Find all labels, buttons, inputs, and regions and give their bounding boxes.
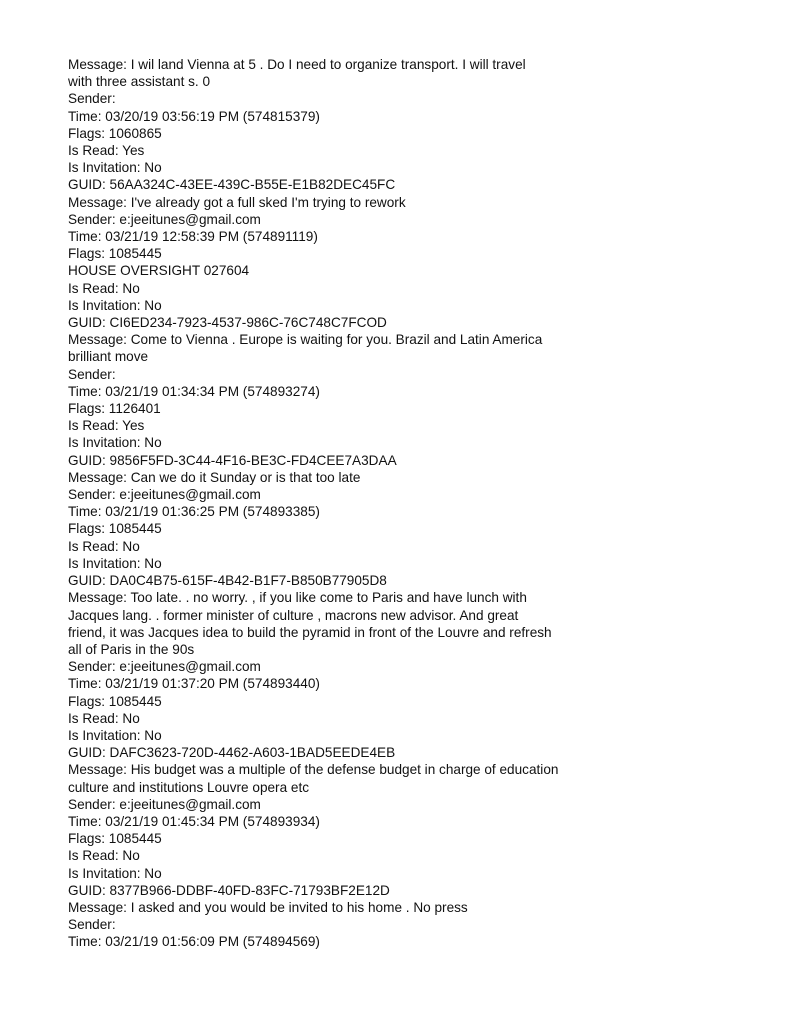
document-page (68, 56, 648, 951)
is-read-line: Is Read: No (68, 538, 140, 554)
message-line: Message: I've already got a full sked I'm trying to rework (68, 194, 406, 210)
message-line-continued: culture and institutions Louvre opera etc (68, 779, 310, 795)
time-line: Time: 03/21/19 12:58:39 PM (574891119) (68, 229, 318, 245)
sender-line: Sender: (68, 91, 116, 107)
flags-line: Flags: 1085445 (68, 521, 162, 537)
flags-line: Flags: 1126401 (68, 401, 161, 417)
sender-line: Sender: e:jeeitunes@gmail.com (68, 211, 261, 227)
is-read-line: Is Read: No (68, 710, 140, 726)
message-line: Message: I wil land Vienna at 5 . Do I need to organize transport. I will travel (68, 57, 526, 72)
is-read-line: Is Read: No (68, 848, 140, 864)
bates-stamp: HOUSE OVERSIGHT 027604 (68, 263, 250, 279)
is-read-line: Is Read: Yes (68, 418, 145, 434)
is-invitation-line: Is Invitation: No (68, 160, 162, 176)
flags-line: Flags: 1085445 (68, 246, 162, 262)
flags-line: Flags: 1085445 (68, 693, 162, 709)
message-line: Message: His budget was a multiple of the defense budget in charge of education (68, 762, 559, 778)
guid-line: GUID: 9856F5FD-3C44-4F16-BE3C-FD4CEE7A3DAA (68, 452, 397, 468)
sender-line: Sender: e:jeeitunes@gmail.com (68, 796, 261, 812)
guid-line: GUID: 8377B966-DDBF-40FD-83FC-71793BF2E12D (68, 882, 390, 898)
sender-line: Sender: (68, 366, 116, 382)
is-read-line: Is Read: Yes (68, 143, 145, 159)
guid-line: GUID: 56AA324C-43EE-439C-B55E-E1B82DEC45FC (68, 177, 396, 193)
time-line: Time: 03/21/19 01:37:20 PM (574893440) (68, 676, 320, 692)
message-line: Message: Can we do it Sunday or is that too late (68, 469, 361, 485)
message-line: Message: Come to Vienna . Europe is waiting for you. Brazil and Latin America (68, 332, 543, 348)
message-line-continued: with three assistant s. 0 (68, 74, 211, 90)
message-line-continued: Jacques lang. . former minister of culture , macrons new advisor. And great (68, 607, 519, 623)
is-invitation-line: Is Invitation: No (68, 435, 162, 451)
time-line: Time: 03/21/19 01:36:25 PM (574893385) (68, 504, 320, 520)
is-read-line: Is Read: No (68, 280, 140, 296)
flags-line: Flags: 1060865 (68, 125, 162, 141)
message-line: Message: Too late. . no worry. , if you like come to Paris and have lunch with (68, 590, 527, 606)
time-line: Time: 03/21/19 01:56:09 PM (574894569) (68, 934, 320, 950)
message-line-continued: friend, it was Jacques idea to build the pyramid in front of the Louvre and refresh (68, 624, 552, 640)
is-invitation-line: Is Invitation: No (68, 555, 162, 571)
sender-line: Sender: e:jeeitunes@gmail.com (68, 659, 261, 675)
message-line-continued: all of Paris in the 90s (68, 641, 195, 657)
is-invitation-line: Is Invitation: No (68, 297, 162, 313)
flags-line: Flags: 1085445 (68, 831, 162, 847)
message-line-continued: brilliant move (68, 349, 149, 365)
time-line: Time: 03/21/19 01:34:34 PM (574893274) (68, 383, 320, 399)
guid-line: GUID: DA0C4B75-615F-4B42-B1F7-B850B77905D8 (68, 573, 387, 589)
is-invitation-line: Is Invitation: No (68, 727, 162, 743)
message-line: Message: I asked and you would be invited to his home . No press (68, 899, 468, 915)
time-line: Time: 03/20/19 03:56:19 PM (574815379) (68, 108, 320, 124)
guid-line: GUID: CI6ED234-7923-4537-986C-76C748C7FCOD (68, 315, 387, 331)
is-invitation-line: Is Invitation: No (68, 865, 162, 881)
time-line: Time: 03/21/19 01:45:34 PM (574893934) (68, 813, 320, 829)
sender-line: Sender: e:jeeitunes@gmail.com (68, 487, 261, 503)
sender-line: Sender: (68, 917, 116, 933)
guid-line: GUID: DAFC3623-720D-4462-A603-1BAD5EEDE4EB (68, 745, 396, 761)
